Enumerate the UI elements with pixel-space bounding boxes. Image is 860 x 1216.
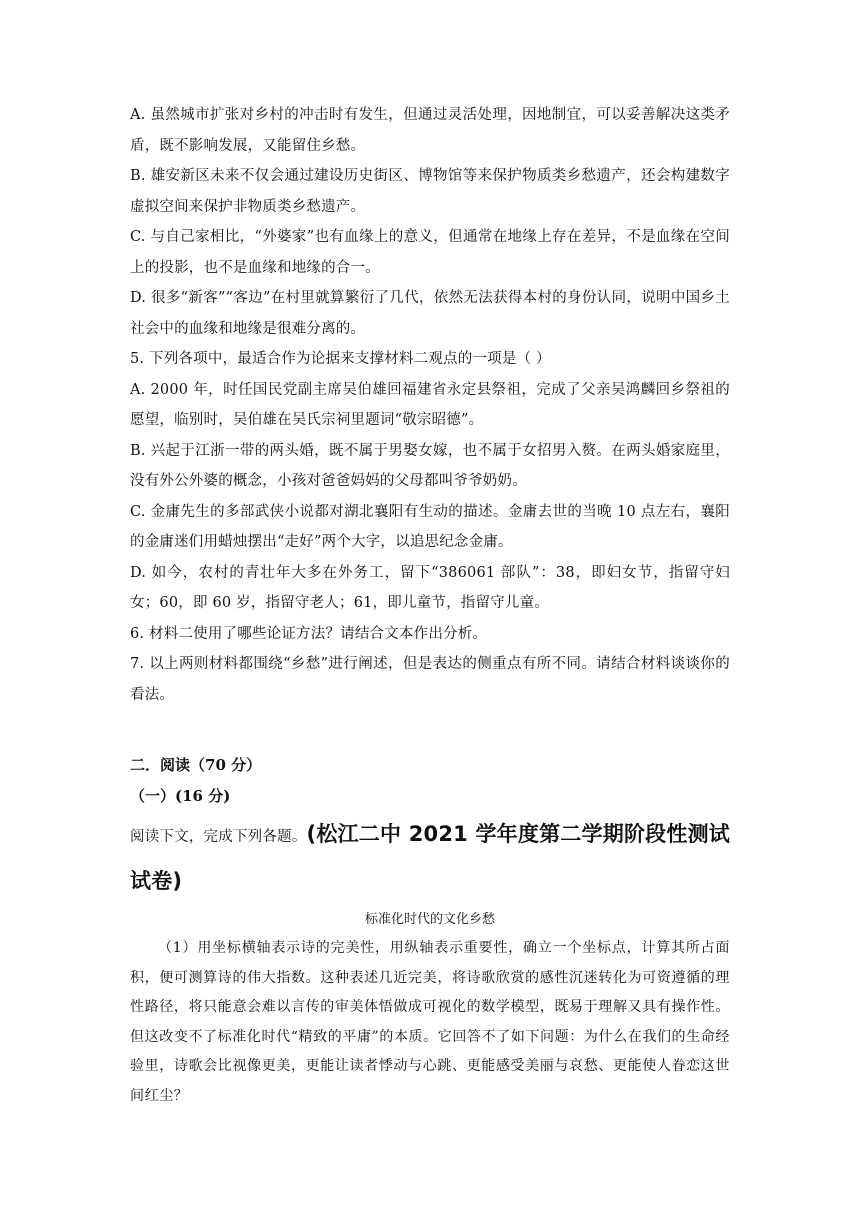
subsection-heading: （一）(16 分) [130, 787, 231, 805]
question-5-option-d: D. 如今，农村的青壮年大多在外务工，留下“386061 部队”：38，即妇女节，指留守妇女；60，即 60 岁，指留守老人；61，即儿童节，指留守儿童。 [130, 564, 730, 611]
intro-text: 阅读下文，完成下列各题。 [130, 829, 307, 845]
option-c: C. 与自己家相比，“外婆家”也有血缘上的意义，但通常在地缘上存在差异，不是血缘在空间上的投影，也不是血缘和地缘的合一。 [130, 229, 730, 276]
option-a: A. 虽然城市扩张对乡村的冲击时有发生，但通过灵活处理，因地制宜，可以妥善解决这类矛盾，既不影响发展，又能留住乡愁。 [130, 107, 730, 154]
option-b: B. 雄安新区未来不仅会通过建设历史街区、博物馆等来保护物质类乡愁遗产，还会构建数字虚拟空间来保护非物质类乡愁遗产。 [130, 168, 730, 215]
question-5-option-c: C. 金庸先生的多部武侠小说都对湖北襄阳有生动的描述。金庸去世的当晚 10 点左右，襄阳的金庸迷们用蜡烛摆出“走好”两个大字，以追思纪念金庸。 [130, 503, 730, 550]
question-5-option-b: B. 兴起于江浙一带的两头婚，既不属于男娶女嫁，也不属于女招男入赘。在两头婚家庭里，没有外公外婆的概念，小孩对爸爸妈妈的父母都叫爷爷奶奶。 [130, 442, 730, 489]
question-7: 7. 以上两则材料都围绕“乡愁”进行阐述，但是表达的侧重点有所不同。请结合材料谈谈你的看法。 [130, 656, 730, 703]
section-heading: 二．阅读（70 分） [130, 756, 262, 774]
question-4-options [130, 100, 730, 710]
question-6: 6. 材料二使用了哪些论证方法？请结合文本作出分析。 [130, 625, 488, 642]
option-d: D. 很多“新客”“客边”在村里就算繁衍了几代，依然无法获得本村的身份认同，说明中国乡土社会中的血缘和地缘是很难分离的。 [130, 290, 730, 337]
article-title: 标准化时代的文化乡愁 [364, 912, 495, 927]
question-5-stem: 5. 下列各项中，最适合作为论据来支撑材料二观点的一项是（ ） [130, 351, 551, 367]
source-note: (松江二中 2021 学年度第二学期阶段性测试试卷) [130, 822, 730, 893]
question-5-option-a: A. 2000 年，时任国民党副主席吴伯雄回福建省永定县祭祖，完成了父亲吴鸿麟回乡祭祖的愿望，临别时，吴伯雄在吴氏宗祠里题词“敬宗昭德”。 [130, 381, 730, 428]
section-2 [130, 750, 730, 1112]
reading-instruction [130, 812, 730, 906]
article-paragraph-1: （1）用坐标横轴表示诗的完美性，用纵轴表示重要性，确立一个坐标点，计算其所占面积，便可测算诗的伟大指数。这种表述几近完美，将诗歌欣赏的感性沉迷转化为可资遵循的理性路径，将只能意会难以言传的审美体悟做成可视化的数学模型，既易于理解又具有操作性。但这改变不了标准化时代“精致的平庸”的本质。它回答不了如下问题：为什么在我们的生命经验里，诗歌会比视像更美，更能让读者悸动与心跳、更能感受美丽与哀愁、更能使人眷恋这世间红尘？ [130, 940, 730, 1104]
